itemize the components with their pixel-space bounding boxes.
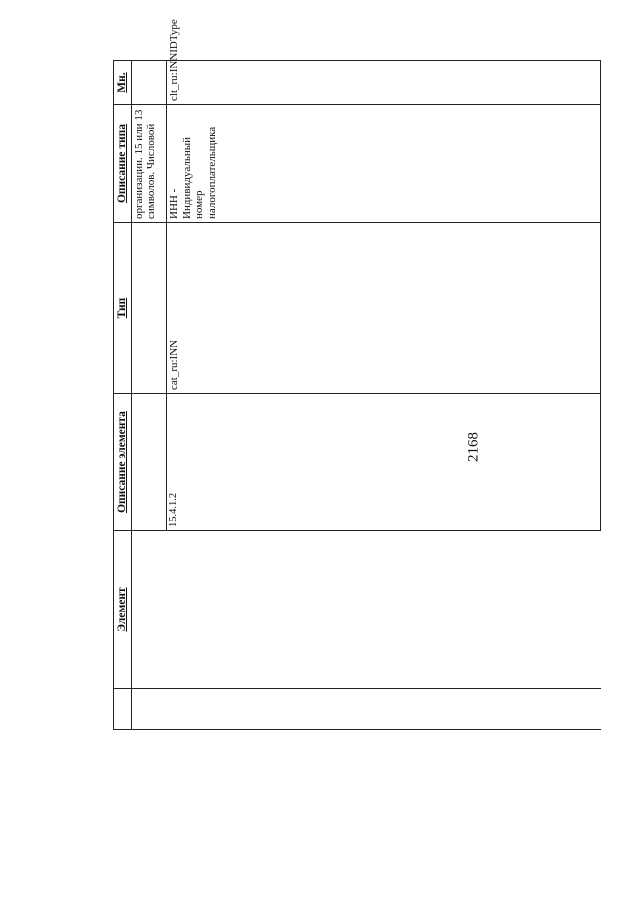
header-type: Тип (114, 223, 132, 394)
cell-empty (166, 689, 600, 730)
table-row (166, 61, 600, 730)
cell-element-description: ИНН - Индивидуальный номер налогоплательщика (166, 105, 600, 223)
cell-type: clt_ru:INNIDType (166, 61, 600, 105)
cell-type-description: организации. 15 или 13 символов. Числовой (131, 105, 166, 223)
page-number: 2168 (465, 432, 482, 462)
table-header-row (114, 61, 132, 730)
header-element-description: Описание элемента (114, 394, 132, 531)
cell-empty (166, 531, 600, 689)
cell-empty (131, 531, 166, 689)
table-row-carryover (131, 61, 166, 730)
cell-element: cat_ru:INN (166, 223, 600, 394)
header-num (114, 689, 132, 730)
header-element: Элемент (114, 531, 132, 689)
header-multiplicity: Мн. (114, 61, 132, 105)
cell-num: 15.4.1.2 (166, 394, 600, 531)
cell-empty (131, 689, 166, 730)
header-type-description: Описание типа (114, 105, 132, 223)
cell-empty (131, 223, 166, 394)
spec-table (113, 19, 601, 730)
spec-table-region (113, 19, 601, 730)
cell-empty (131, 61, 166, 105)
cell-empty (131, 394, 166, 531)
